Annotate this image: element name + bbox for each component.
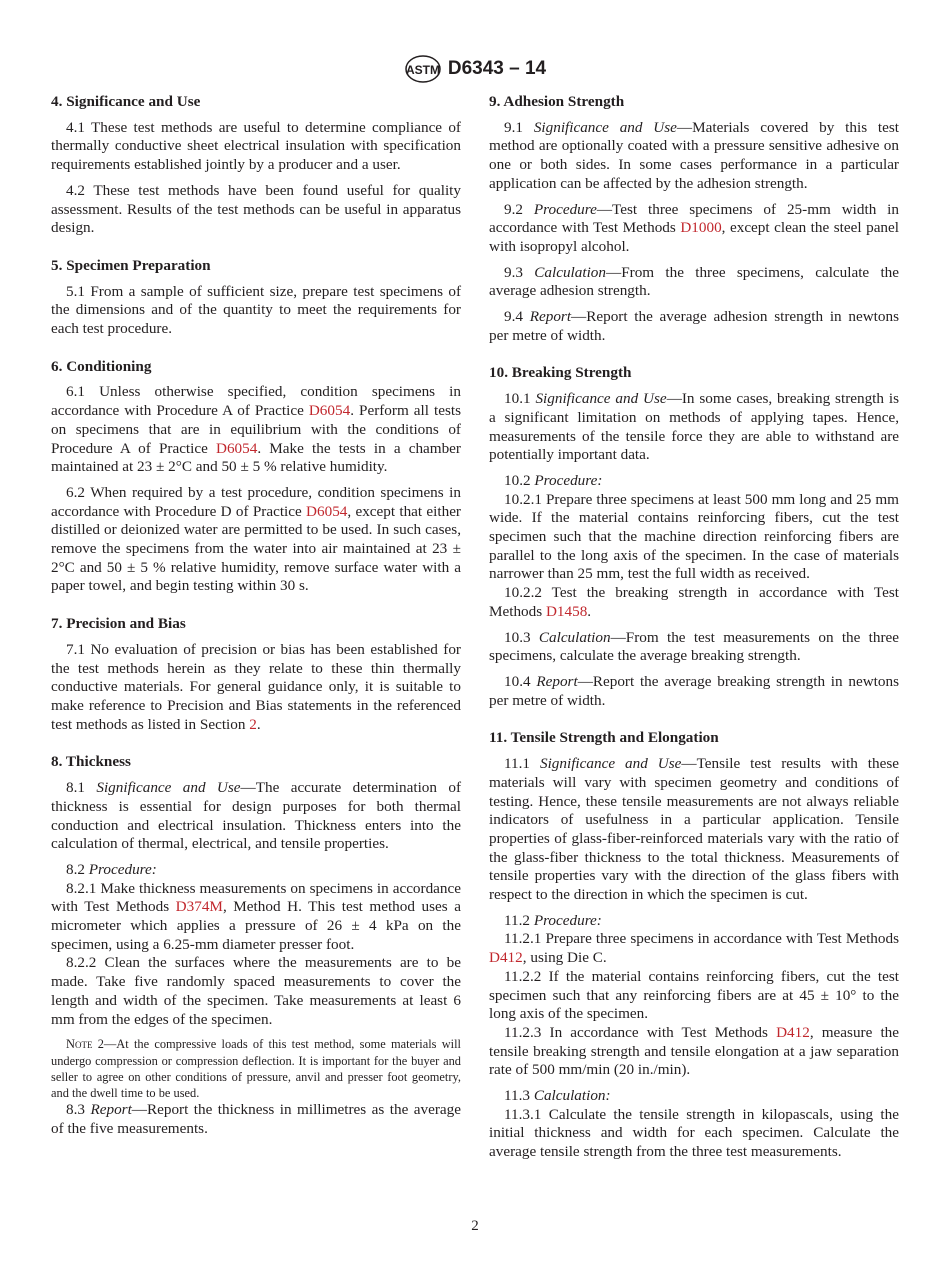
text-run: , except clean the steel panel with isopropyl alcohol.: [489, 219, 899, 255]
paragraph: [51, 119, 461, 175]
text-run: 9.3: [504, 263, 535, 281]
paragraph: [51, 779, 461, 854]
paragraph-group: [489, 390, 899, 465]
document-section: [51, 753, 461, 1138]
italic-run-in-heading: Procedure:: [533, 911, 602, 929]
text-run: —From the three specimens, calculate the average adhesion strength.: [489, 263, 900, 300]
section-heading: 9. Adhesion Strength: [489, 93, 625, 110]
reference-link[interactable]: D412: [776, 1023, 810, 1041]
italic-run-in-heading: Procedure:: [88, 860, 157, 878]
text-run: —Test three specimens of 25-mm width in accordance with Test Methods: [489, 200, 899, 237]
text-run: 9.2: [504, 200, 534, 218]
reference-link[interactable]: D6054: [306, 502, 348, 520]
document-section: [489, 93, 899, 345]
text-run: 5.1 From a sample of sufficient size, prepare test specimens of the dimensions and of the quantity to meet the requirements for each test procedure.: [51, 282, 461, 338]
text-run: 8.1: [66, 779, 97, 797]
paragraph: [489, 1087, 899, 1106]
text-run: 10.1: [504, 390, 536, 408]
document-section: [51, 615, 461, 734]
text-run: —From the test measurements on the three specimens, calculate the average breaking strength.: [489, 628, 900, 665]
note-text: —At the compressive loads of this test method, some materials will undergo compression or compression deflection. It is important for the buyer and seller to agree on other conditions of pressure, anvil and presser foot geometry, and the dwell time to be used.: [51, 1037, 461, 1101]
text-run: , using Die C.: [522, 949, 607, 967]
paragraph-group: [51, 1101, 461, 1138]
text-run: 11.1: [504, 755, 540, 773]
italic-run-in-heading: Significance and Use: [533, 118, 677, 136]
paragraph-group: [51, 484, 461, 596]
reference-link[interactable]: D6054: [216, 439, 258, 457]
text-run: 8.2.1 Make thickness measurements on specimens in accordance with Test Methods: [51, 879, 461, 916]
text-run: —The accurate determination of thickness is essential for design purposes for both thermal conduction and electrical insulation. Thickness enters into the calculation of thermal, electrical, and tensile properties.: [51, 779, 461, 853]
paragraph: [51, 283, 461, 339]
paragraph: [489, 308, 899, 345]
italic-run-in-heading: Significance and Use: [535, 390, 667, 408]
paragraph-group: [489, 119, 899, 194]
page-number: 2: [471, 1218, 479, 1234]
paragraph: [489, 119, 899, 194]
text-run: 10.3: [504, 628, 539, 646]
reference-link[interactable]: D1458: [545, 602, 588, 620]
page-header: [0, 54, 950, 84]
note: [51, 1036, 461, 1101]
reference-link[interactable]: D1000: [680, 219, 722, 237]
text-run: 8.3: [66, 1101, 91, 1119]
italic-run-in-heading: Report: [90, 1101, 132, 1119]
text-run: —Report the thickness in millimetres as the average of the five measurements.: [51, 1101, 461, 1138]
text-run: . Make the tests in a chamber maintained at 23 ± 2°C and 50 ± 5 % relative humidity.: [51, 439, 461, 476]
paragraph-group: [489, 264, 899, 301]
text-run: —Materials covered by this test method are optionally coated with a pressure sensitive adhesive on one or both sides. In some cases performance in a particular application can be affected by the adhesion strength.: [489, 118, 900, 192]
text-run: .: [587, 602, 592, 620]
paragraph: [489, 968, 899, 1024]
section-heading: 4. Significance and Use: [51, 93, 201, 110]
paragraph-group: [489, 201, 899, 257]
text-run: 10.2: [504, 471, 535, 489]
text-run: 4.2 These test methods have been found useful for quality assessment. Results of the test methods can be useful in apparatus design.: [51, 181, 461, 237]
text-run: . Perform all tests on specimens that are in equilibrium with the conditions of Procedure A of Practice: [51, 402, 462, 457]
text-run: , except that either distilled or deionized water are permitted to be used. In such cases, remove the specimens from the water into air maintained at 23 ± 2°C and 50 ± 5 % relative humidity, remove surface water with a paper towel, and begin testing within 30 s.: [51, 502, 461, 595]
italic-run-in-heading: Calculation:: [533, 1087, 611, 1105]
section-heading: 5. Specimen Preparation: [51, 256, 211, 274]
svg-text:ASTM: ASTM: [405, 63, 440, 77]
paragraph: [489, 584, 899, 621]
italic-run-in-heading: Significance and Use: [96, 779, 241, 797]
italic-run-in-heading: Report: [536, 672, 578, 690]
paragraph: [51, 182, 461, 238]
paragraph-group: [51, 383, 461, 477]
paragraph: [489, 201, 899, 257]
paragraph: [51, 484, 461, 596]
text-run: 11.2.3 In accordance with Test Methods: [504, 1023, 777, 1041]
note-label: Note 2: [66, 1037, 104, 1052]
text-run: 7.1 No evaluation of precision or bias has been established for the test methods herein as they relate to these thin thermally conductive materials. For general guidance only, it is suitable to make reference to Precision and Bias statements in the referenced test methods as listed in Section: [51, 640, 461, 733]
paragraph-group: [489, 629, 899, 666]
paragraph-group: [51, 182, 461, 238]
reference-link[interactable]: 2: [249, 715, 257, 733]
paragraph-group: [51, 779, 461, 854]
document-section: [51, 257, 461, 339]
text-run: —Report the average adhesion strength in newtons per metre of width.: [489, 308, 899, 344]
paragraph-group: [489, 755, 899, 905]
text-run: 6.2 When required by a test procedure, condition specimens in accordance with Procedure D of Practice: [51, 483, 461, 520]
paragraph: [51, 861, 461, 880]
paragraph-group: [489, 1087, 899, 1162]
paragraph-group: [489, 912, 899, 1080]
paragraph: [51, 954, 461, 1029]
section-heading: 8. Thickness: [51, 753, 131, 771]
text-run: 11.3: [504, 1087, 534, 1105]
paragraph: [489, 912, 899, 931]
section-heading: 10. Breaking Strength: [489, 364, 632, 382]
section-heading: 11. Tensile Strength and Elongation: [489, 729, 719, 747]
astm-logo-icon: [404, 54, 442, 84]
paragraph-group: [489, 472, 899, 622]
document-section: [489, 364, 899, 710]
italic-run-in-heading: Procedure:: [534, 471, 603, 489]
paragraph: [489, 1106, 899, 1162]
document-section: [489, 729, 899, 1161]
section-heading: 6. Conditioning: [51, 357, 152, 375]
paragraph: [489, 390, 899, 465]
text-run: 10.2.2 Test the breaking strength in accordance with Test Methods: [489, 584, 899, 620]
text-run: 8.2: [66, 860, 89, 878]
text-run: 10.4: [504, 672, 537, 690]
paragraph: [489, 755, 899, 905]
paragraph: [51, 383, 461, 477]
text-run: 9.4: [504, 308, 530, 326]
section-heading: 7. Precision and Bias: [51, 615, 186, 633]
text-run: 10.2.1 Prepare three specimens at least 500 mm long and 25 mm wide. If the material contains reinforcing fibers, cut the test specimen such that the machine direction reinforcing fibers are parallel to the long axis of the specimen. In the case of materials narrower than 25 mm, test the full width as received.: [489, 490, 899, 583]
text-run: 11.2.2 If the material contains reinforcing fibers, cut the test specimen such that any reinforcing fibers are at 45 ± 10° to the long axis of the specimen.: [489, 967, 899, 1023]
paragraph: [51, 641, 461, 735]
paragraph: [51, 880, 461, 955]
italic-run-in-heading: Significance and Use: [539, 755, 682, 773]
reference-link[interactable]: D6054: [308, 402, 351, 420]
text-run: 6.1 Unless otherwise specified, condition specimens in accordance with Procedure A of Practice: [51, 383, 461, 420]
paragraph-group: [51, 119, 461, 175]
document-section: [51, 358, 461, 596]
paragraph: [489, 264, 899, 301]
paragraph: [489, 1024, 899, 1080]
text-run: , Method H. This test method uses a micrometer which applies a pressure of 26 ± 4 kPa on the specimen, using a 6.25-mm diameter presser foot.: [51, 898, 461, 953]
paragraph-group: [489, 673, 899, 710]
text-run: 11.2: [504, 911, 534, 929]
left-column: [51, 93, 461, 1158]
document-id: D6343 – 14: [447, 58, 547, 79]
paragraph: [489, 930, 899, 967]
text-run: 11.2.1 Prepare three specimens in accordance with Test Methods: [504, 930, 899, 948]
italic-run-in-heading: Procedure: [533, 200, 597, 218]
paragraph: [489, 491, 899, 585]
text-run: .: [256, 715, 261, 733]
reference-link[interactable]: D374M: [175, 898, 223, 916]
italic-run-in-heading: Calculation: [534, 263, 606, 281]
paragraph: [489, 472, 899, 491]
paragraph-group: [51, 861, 461, 1029]
paragraph-group: [489, 308, 899, 345]
paragraph-group: [51, 283, 461, 339]
text-run: 8.2.2 Clean the surfaces where the measurements are to be made. Take five randomly spaced measurements to cover the length and width of the specimen. Take measurements at least 6 mm from the edges of the specimen.: [51, 954, 461, 1028]
paragraph: [51, 1101, 461, 1138]
reference-link[interactable]: D412: [489, 949, 523, 967]
paragraph-group: [51, 641, 461, 735]
right-column: [489, 93, 899, 1181]
text-run: 11.3.1 Calculate the tensile strength in kilopascals, using the initial thickness and width for each specimen. Calculate the average tensile strength from the three test measurements.: [489, 1105, 899, 1161]
text-run: —In some cases, breaking strength is a significant limitation on methods of applying tapes. Hence, measurements of the tensile force they are able to withstand are potentially important data.: [489, 390, 899, 464]
text-run: —Report the average breaking strength in newtons per metre of width.: [489, 672, 899, 709]
text-run: —Tensile test results with these materials will vary with specimen geometry and conditions of testing. Hence, these tensile measurements are not always reliable indicators of usefulness in a particular application. Tensile properties of glass-fiber-reinforced materials vary with the ratio of the glass-fiber thickness to the total thickness. Measurements of tensile properties vary with the direction of the glass fibers with respect to the direction in which the specimen is cut.: [489, 755, 899, 904]
text-run: 9.1: [504, 118, 534, 136]
text-run: , measure the tensile breaking strength and tensile elongation at a jaw separation rate of 500 mm/min (20 in./min).: [489, 1023, 900, 1079]
italic-run-in-heading: Report: [529, 308, 572, 326]
document-section: [51, 93, 461, 238]
paragraph: [489, 673, 899, 710]
italic-run-in-heading: Calculation: [538, 628, 611, 646]
paragraph: [489, 629, 899, 666]
text-run: 4.1 These test methods are useful to determine compliance of thermally conductive sheet electrical insulation with specification requirements established jointly by a producer and a user.: [51, 118, 461, 174]
